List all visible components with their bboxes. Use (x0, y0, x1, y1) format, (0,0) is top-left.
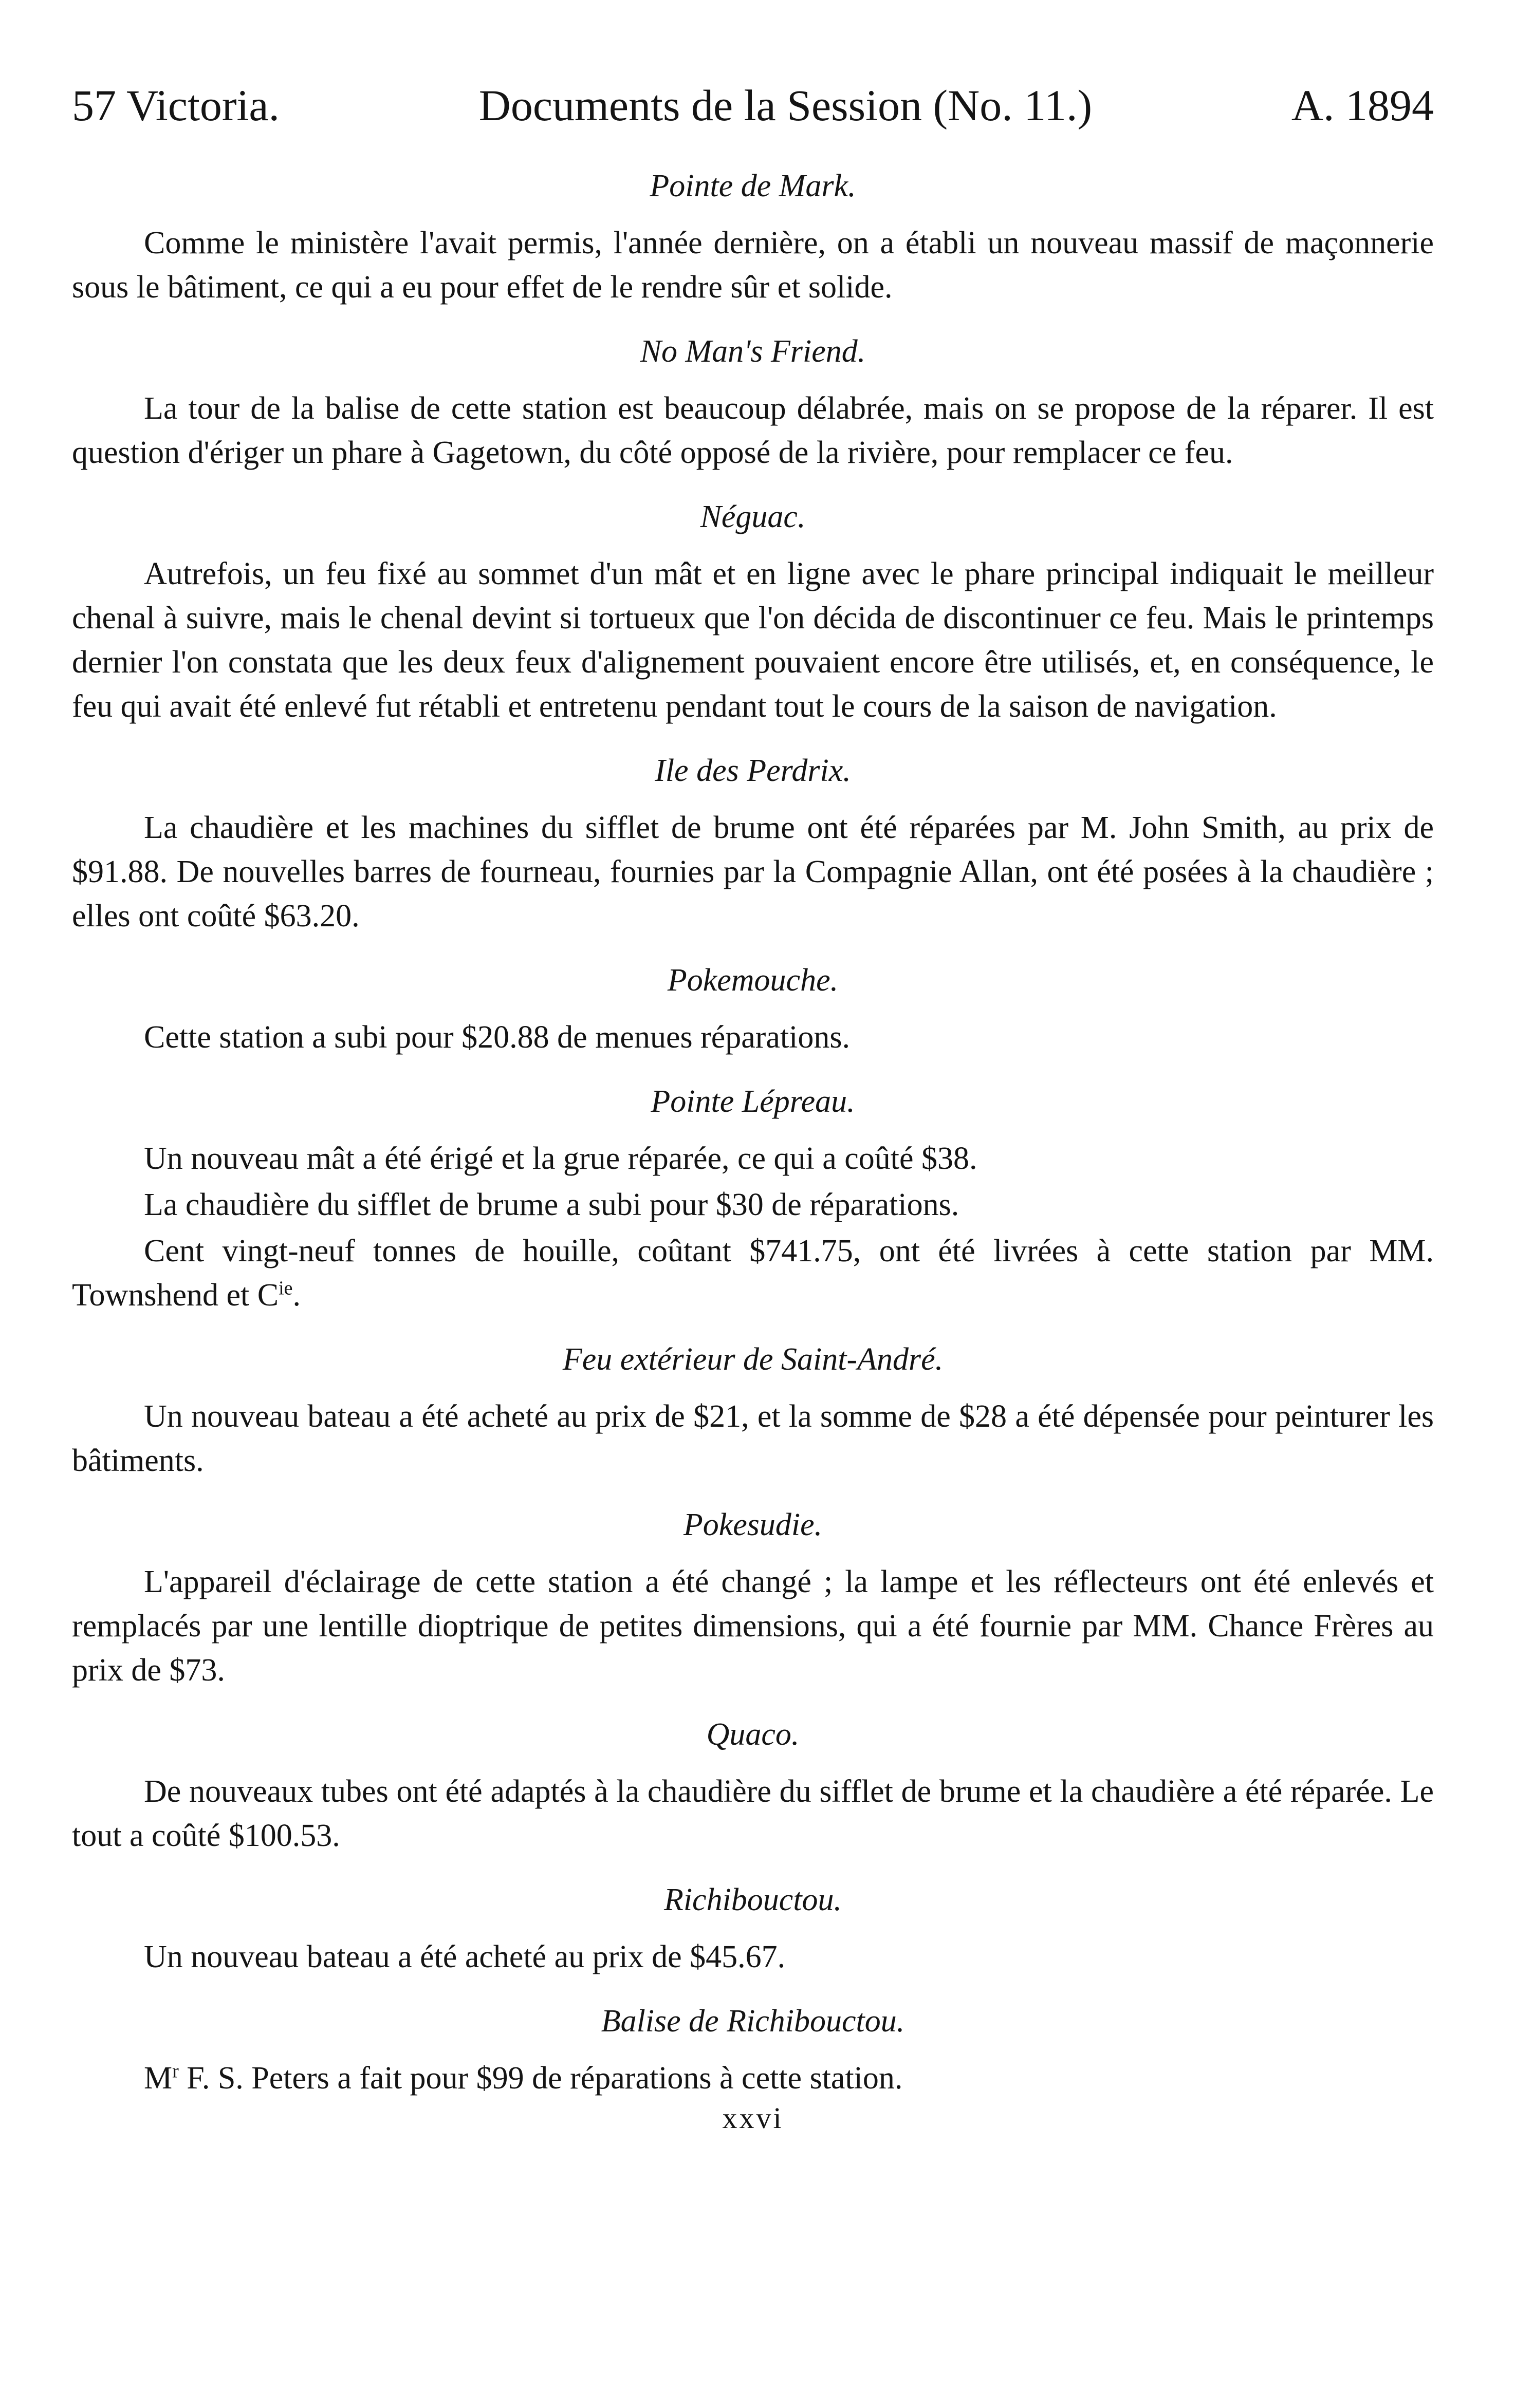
section-heading: Pointe de Mark. (650, 169, 856, 203)
paragraph-prefix: M (144, 2061, 173, 2096)
section-heading: Pointe Lépreau. (651, 1084, 855, 1119)
paragraph: De nouveaux tubes ont été adaptés à la chaudière du sifflet de brume et la chaudière a été réparée. Le tout a coûté $100.53. (72, 1774, 1434, 1853)
paragraph: La chaudière et les machines du sifflet de brume ont été réparées par M. John Smith, au prix de $91.88. De nouvelles barres de fourneau, fournies par la Compagnie Allan, ont été posées à la chaudière ; elles ont coûté $63.20. (72, 810, 1434, 934)
section-richibouctou (72, 1879, 1434, 1979)
paragraph: Un nouveau mât a été érigé et la grue réparée, ce qui a coûté $38. (144, 1141, 977, 1176)
section-heading: Néguac. (700, 499, 806, 534)
section-heading: Quaco. (706, 1717, 800, 1752)
paragraph: L'appareil d'éclairage de cette station a été changé ; la lampe et les réflecteurs ont été enlevés et remplacés par une lentille dioptrique de petites dimensions, qui a été fournie par MM. Chance Frères au prix de $73. (72, 1564, 1434, 1688)
paragraph-end: . (292, 1278, 301, 1313)
paragraph-text: F. S. Peters a fait pour $99 de réparations à cette station. (178, 2061, 903, 2096)
section-no-mans-friend (72, 331, 1434, 475)
paragraph: La chaudière du sifflet de brume a subi pour $30 de réparations. (144, 1187, 959, 1222)
document-page (72, 77, 1434, 2136)
section-saint-andre (72, 1339, 1434, 1483)
page-number: xxvi (722, 2101, 784, 2135)
paragraph: Un nouveau bateau a été acheté au prix de $21, et la somme de $28 a été dépensée pour peinturer les bâtiments. (72, 1399, 1434, 1478)
section-ile-des-perdrix (72, 750, 1434, 938)
header-right: A. 1894 (1291, 81, 1434, 130)
paragraph (72, 1229, 1434, 1317)
section-balise-de-richibouctou (72, 2001, 1434, 2100)
section-pokesudie (72, 1504, 1434, 1692)
paragraph (72, 2056, 1434, 2100)
paragraph: Autrefois, un feu fixé au sommet d'un mât et en ligne avec le phare principal indiquait le meilleur chenal à suivre, mais le chenal devint si tortueux que l'on décida de discontinuer ce feu. Mais le printemps dernier l'on constata que les deux feux d'alignement pouvaient encore être utilisés, et, en conséquence, le feu qui avait été enlevé fut rétabli et entretenu pendant tout le cours de la saison de navigation. (72, 556, 1434, 724)
running-header (72, 77, 1434, 144)
header-center: Documents de la Session (No. 11.) (478, 81, 1093, 130)
paragraph: Cette station a subi pour $20.88 de menues réparations. (144, 1020, 851, 1055)
section-heading: Feu extérieur de Saint-André. (562, 1342, 944, 1377)
paragraph: Comme le ministère l'avait permis, l'année dernière, on a établi un nouveau massif de maçonnerie sous le bâtiment, ce qui a eu pour effet de le rendre sûr et solide. (72, 226, 1434, 305)
section-heading: Richibouctou. (663, 1882, 842, 1917)
section-quaco (72, 1714, 1434, 1858)
section-pointe-de-mark (72, 165, 1434, 309)
section-pointe-lepreau (72, 1081, 1434, 1317)
section-heading: Balise de Richibouctou. (601, 2004, 905, 2039)
section-heading: Ile des Perdrix. (655, 753, 851, 788)
section-pokemouche (72, 960, 1434, 1059)
header-left: 57 Victoria. (72, 81, 280, 130)
paragraph-text: Cent vingt-neuf tonnes de houille, coûtant $741.75, ont été livrées à cette station par MM. Townshend et C (72, 1234, 1434, 1313)
section-heading: No Man's Friend. (640, 334, 866, 369)
section-heading: Pokemouche. (667, 963, 839, 998)
paragraph: La tour de la balise de cette station est beaucoup délabrée, mais on se propose de la réparer. Il est question d'ériger un phare à Gagetown, du côté opposé de la rivière, pour remplacer ce feu. (72, 391, 1434, 470)
section-heading: Pokesudie. (683, 1507, 823, 1542)
superscript: ie (279, 1277, 293, 1299)
paragraph: Un nouveau bateau a été acheté au prix de $45.67. (144, 1939, 786, 1974)
section-neguac (72, 496, 1434, 729)
superscript: r (172, 2060, 179, 2082)
